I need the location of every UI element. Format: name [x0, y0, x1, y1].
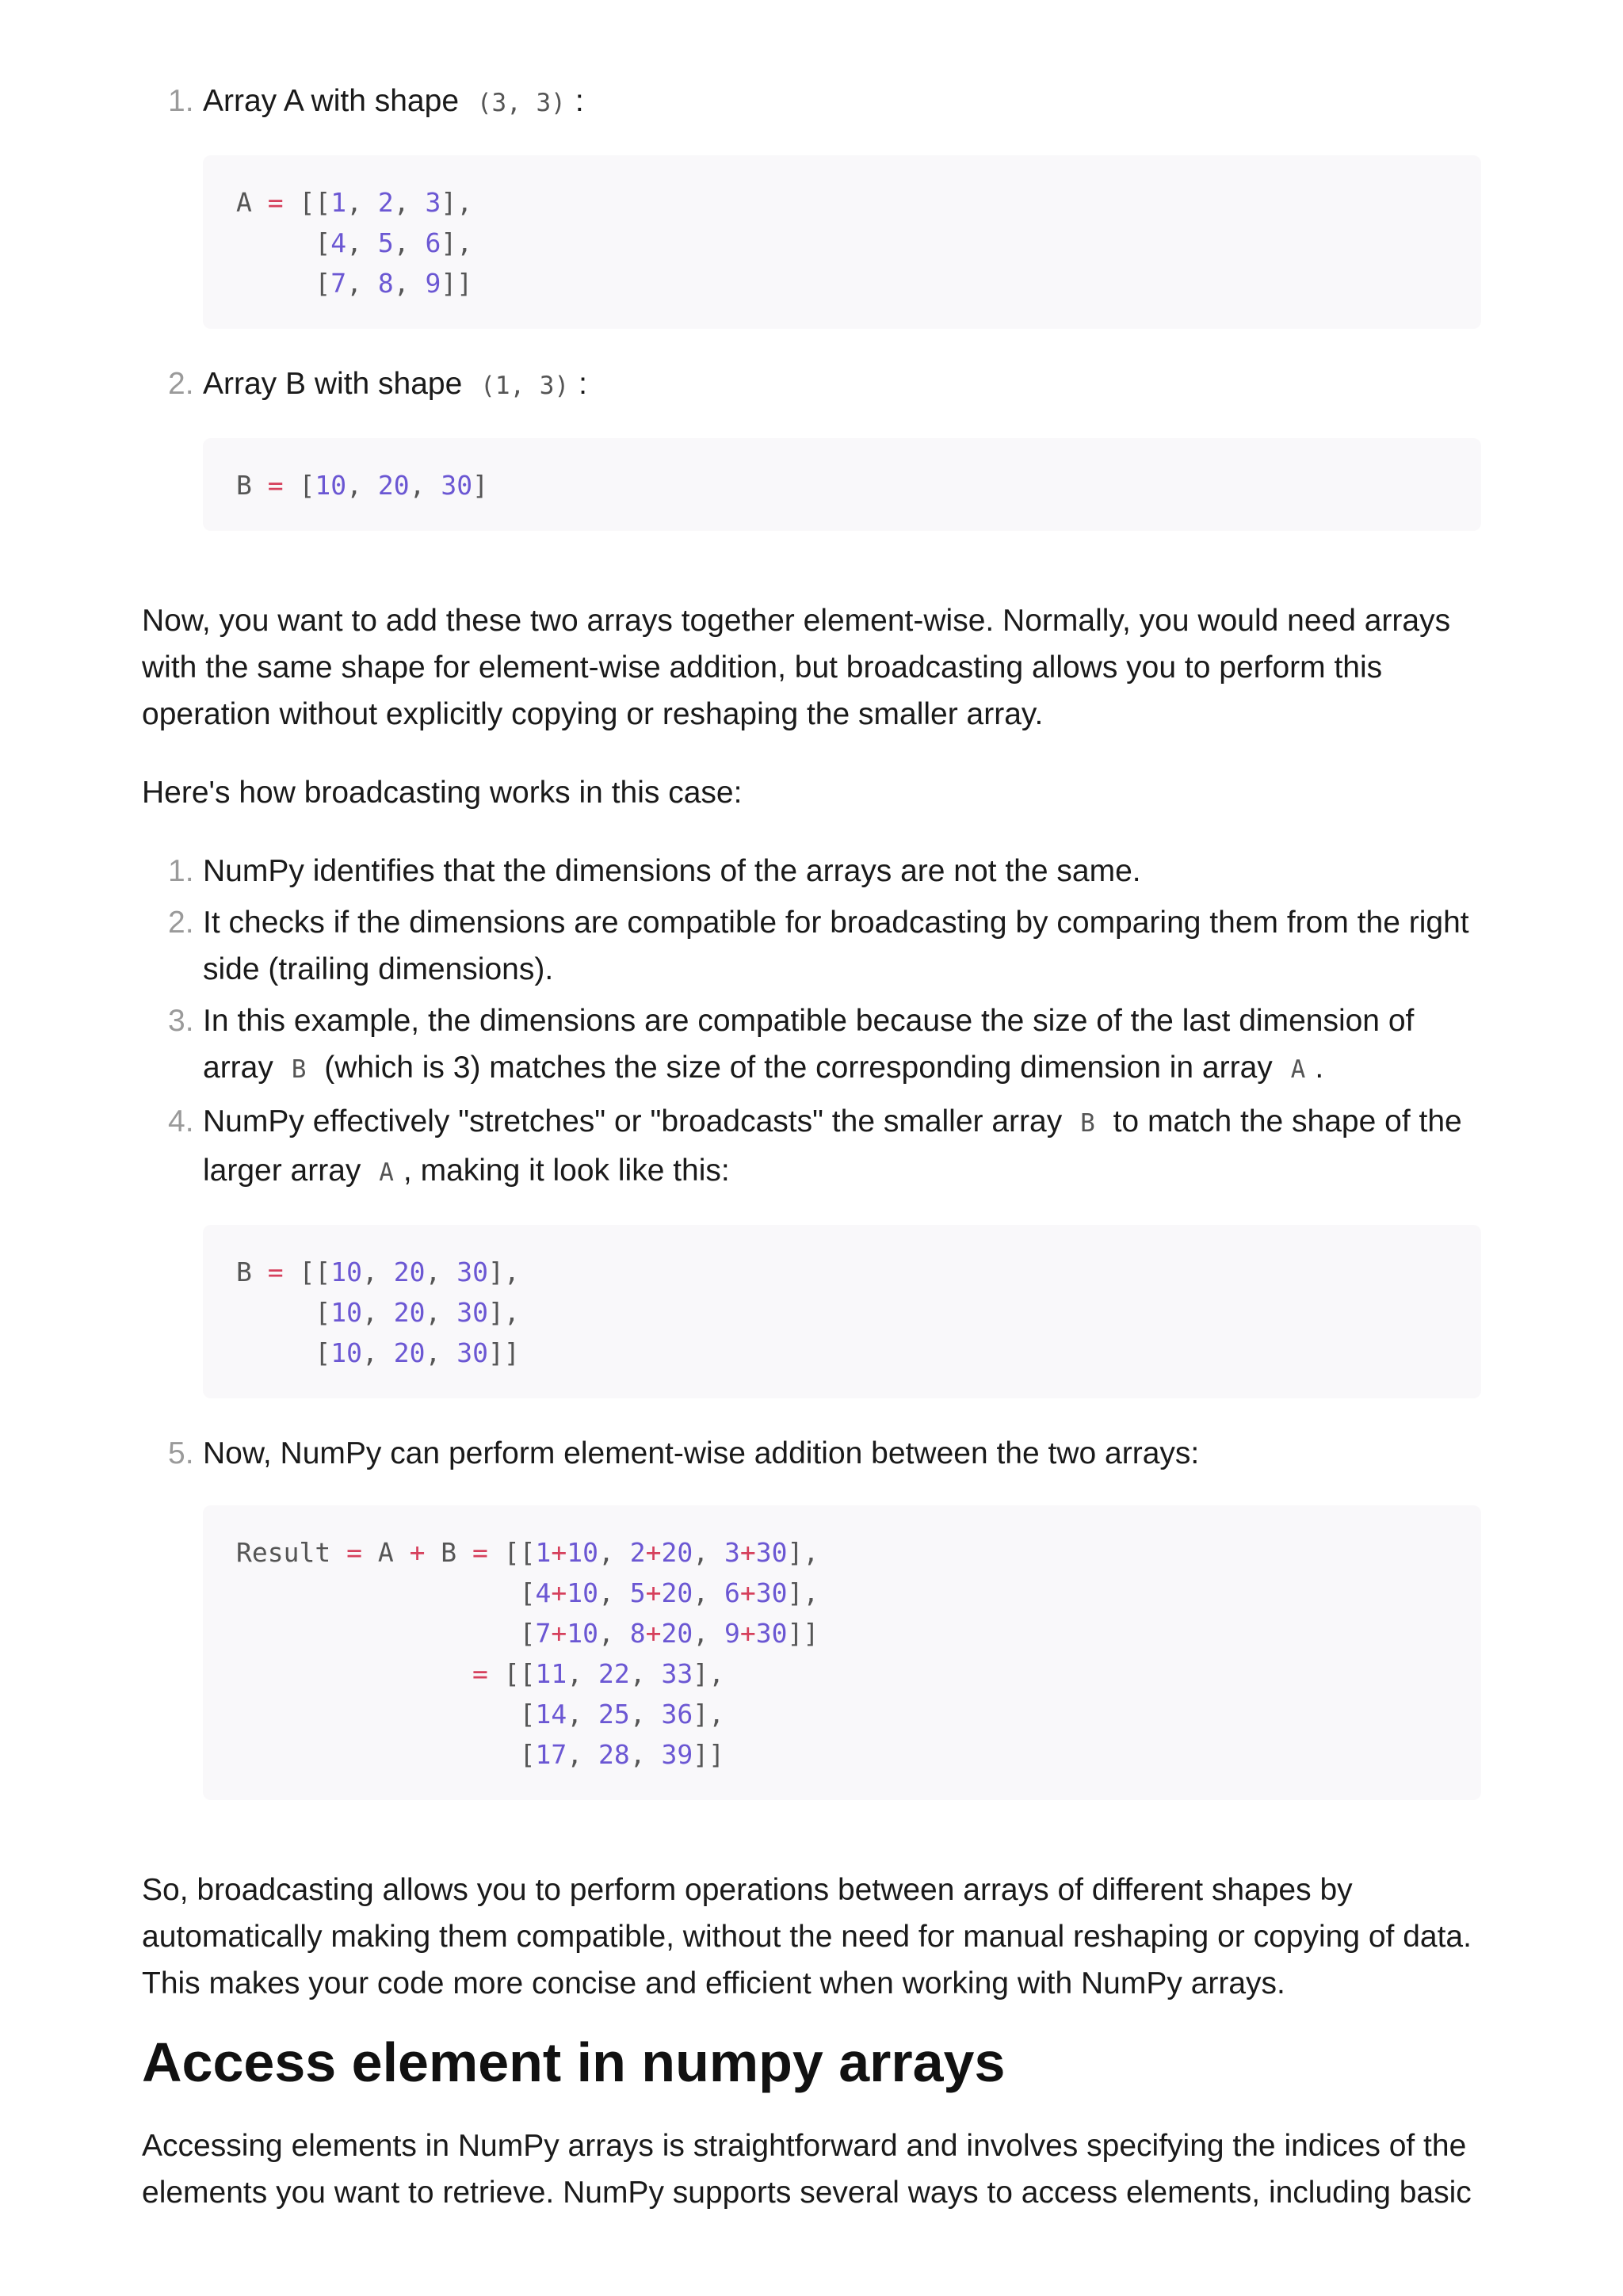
list-number: 5. — [168, 1436, 194, 1470]
list-text: NumPy identifies that the dimensions of the arrays are not the same. — [203, 854, 1141, 888]
list-text: to match the shape of the larger array — [203, 1104, 1462, 1188]
inline-code: B — [1080, 1109, 1095, 1138]
list-item — [142, 899, 1481, 993]
code-block-array-b — [203, 438, 1481, 531]
inline-code: (1, 3) — [480, 372, 570, 400]
list-item — [142, 78, 1481, 127]
document-content — [142, 0, 1481, 2216]
list-item — [142, 360, 1481, 410]
list-text: Now, NumPy can perform element-wise addition between the two arrays: — [203, 1436, 1200, 1470]
code-line: [10, 20, 30], — [236, 1297, 520, 1328]
paragraph: Now, you want to add these two arrays together element-wise. Normally, you would need arrays with the same shape for element-wise addition, but broadcasting allows you to perform this operation without explicitly copying or reshaping the smaller array. — [142, 604, 1451, 731]
code-block-broadcast-b — [203, 1225, 1481, 1398]
code-line: = [[11, 22, 33], — [472, 1658, 724, 1689]
list-text: It checks if the dimensions are compatible for broadcasting by comparing them from the right side (trailing dimensions). — [203, 906, 1469, 986]
list-number: 2. — [168, 906, 194, 940]
list-suffix: : — [579, 367, 587, 401]
list-text: Array A with shape — [203, 84, 460, 118]
list-text: In this example, the dimensions are compatible because the size of the last dimension of array — [203, 1004, 1415, 1085]
code-block-result — [203, 1505, 1481, 1800]
inline-code: A — [379, 1158, 394, 1187]
paragraph: So, broadcasting allows you to perform operations between arrays of different shapes by automatically making them compatible, without the need for manual reshaping or copying of data. This makes your code more concise and efficient when working with NumPy arrays. — [142, 1873, 1472, 2000]
list-number: 3. — [168, 1004, 194, 1038]
list-text: , making it look like this: — [403, 1154, 730, 1188]
inline-code: A — [1290, 1055, 1306, 1084]
inline-code: (3, 3) — [476, 89, 566, 117]
code-line: [4+10, 5+20, 6+30], — [236, 1577, 819, 1608]
list-number: 4. — [168, 1104, 194, 1138]
list-item — [142, 1430, 1481, 1477]
code-line: [7+10, 8+20, 9+30]] — [236, 1618, 819, 1649]
steps-list — [142, 848, 1481, 1800]
code-line: Result = A + B = [[1+10, 2+20, 3+30], — [236, 1537, 819, 1568]
list-item — [142, 1098, 1481, 1196]
inline-code: B — [291, 1055, 307, 1084]
list-item — [142, 997, 1481, 1093]
list-number: 1. — [168, 854, 194, 888]
section-heading: Access element in numpy arrays — [142, 2031, 1006, 2093]
list-number: 2. — [168, 367, 194, 401]
shape-list — [142, 78, 1481, 531]
list-text: . — [1315, 1051, 1324, 1085]
code-line: A = [[1, 2, 3], — [236, 187, 473, 218]
code-block-array-a — [203, 155, 1481, 329]
list-text: Array B with shape — [203, 367, 463, 401]
list-number: 1. — [168, 84, 194, 118]
list-item — [142, 848, 1481, 894]
paragraph: Accessing elements in NumPy arrays is straightforward and involves specifying the indices of the elements you want to retrieve. NumPy supports several ways to access elements, including basic — [142, 2129, 1472, 2210]
list-text: NumPy effectively "stretches" or "broadcasts" the smaller array — [203, 1104, 1063, 1138]
code-line: [17, 28, 39]] — [236, 1739, 724, 1770]
code-line: B = [[10, 20, 30], — [236, 1257, 520, 1287]
code-line: [7, 8, 9]] — [236, 268, 473, 299]
code-line: [10, 20, 30]] — [236, 1337, 520, 1368]
list-suffix: : — [575, 84, 584, 118]
list-text: (which is 3) matches the size of the corresponding dimension in array — [324, 1051, 1273, 1085]
paragraph: Here's how broadcasting works in this case: — [142, 776, 743, 810]
code-line: [14, 25, 36], — [236, 1699, 724, 1730]
code-line: B = [10, 20, 30] — [236, 470, 488, 501]
code-line: [4, 5, 6], — [236, 227, 473, 258]
